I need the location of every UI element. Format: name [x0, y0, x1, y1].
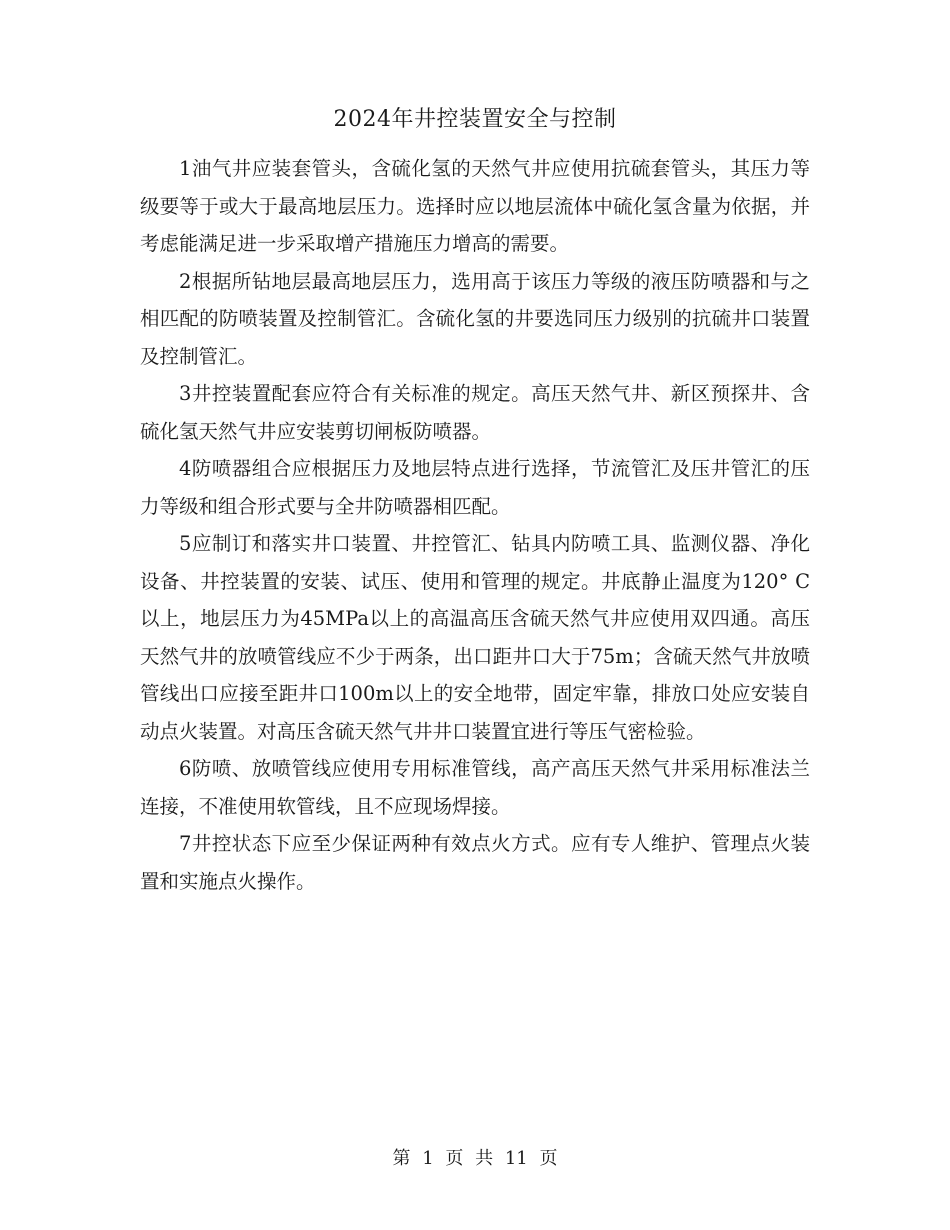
page-number-footer: 第 1 页 共 11 页 [392, 1148, 558, 1169]
paragraph-2: 2根据所钻地层最高地层压力，选用高于该压力等级的液压防喷器和与之相匹配的防喷装置及控制管汇。含硫化氢的井要选同压力级别的抗硫井口装置及控制管汇。 [140, 269, 810, 368]
paragraph-5: 5应制订和落实井口装置、井控管汇、钻具内防喷工具、监测仪器、净化设备、井控装置的安装、试压、使用和管理的规定。井底静止温度为120° C以上，地层压力为45MPa以上的高温高压含硫天然气井应使用双四通。高压天然气井的放喷管线应不少于两条，出口距井口大于75m；含硫天然气井放喷管线出口应接至距井口100m以上的安全地带，固定牢靠，排放口处应安装自动点火装置。对高压含硫天然气井井口装置宜进行等压气密检验。 [140, 532, 810, 743]
paragraph-1: 1油气井应装套管头，含硫化氢的天然气井应使用抗硫套管头，其压力等级要等于或大于最高地层压力。选择时应以地层流体中硫化氢含量为依据，并考虑能满足进一步采取增产措施压力增高的需要。 [140, 157, 810, 255]
paragraph-4: 4防喷器组合应根据压力及地层特点进行选择，节流管汇及压井管汇的压力等级和组合形式要与全井防喷器相匹配。 [140, 457, 810, 518]
paragraph-6: 6防喷、放喷管线应使用专用标准管线，高产高压天然气井采用标准法兰连接，不准使用软管线，且不应现场焊接。 [140, 757, 810, 818]
document-title: 2024年井控装置安全与控制 [333, 107, 617, 132]
document-body [140, 150, 810, 900]
paragraph-7: 7井控状态下应至少保证两种有效点火方式。应有专人维护、管理点火装置和实施点火操作。 [140, 832, 810, 893]
paragraph-3: 3井控装置配套应符合有关标准的规定。高压天然气井、新区预探井、含硫化氢天然气井应安装剪切闸板防喷器。 [140, 382, 810, 443]
